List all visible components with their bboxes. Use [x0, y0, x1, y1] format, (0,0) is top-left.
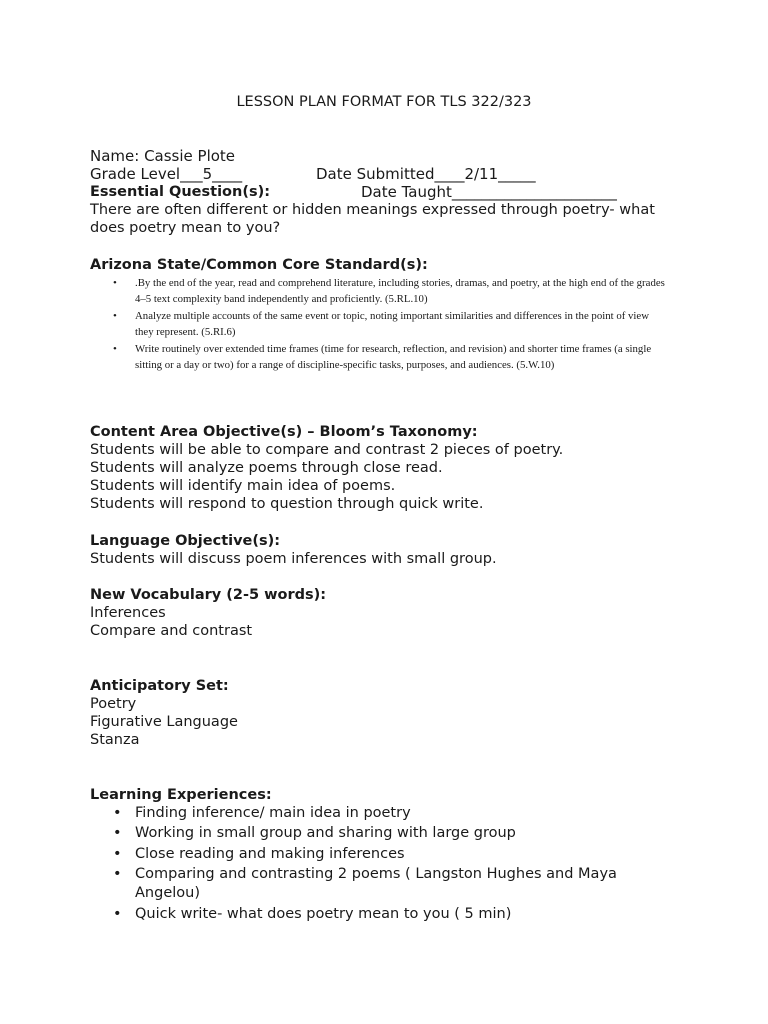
learning-experiences-section	[90, 786, 690, 804]
vocabulary-word: Compare and contrast	[90, 623, 253, 639]
standards-heading: Arizona State/Common Core Standard(s):	[90, 257, 428, 273]
learning-experience-item: • Quick write- what does poetry mean to you ( 5 min)	[113, 905, 673, 924]
language-objectives-heading: Language Objective(s):	[90, 533, 281, 549]
anticipatory-set-heading: Anticipatory Set:	[90, 678, 229, 694]
essential-question-line: does poetry mean to you?	[90, 220, 281, 236]
vocabulary-section	[90, 586, 690, 640]
content-objectives-heading: Content Area Objective(s) – Bloom’s Taxonomy:	[90, 424, 478, 440]
language-objectives-section	[90, 532, 690, 568]
vocabulary-word: Inferences	[90, 605, 166, 621]
content-objective-line: Students will be able to compare and contrast 2 pieces of poetry.	[90, 442, 564, 458]
learning-experience-item: • Comparing and contrasting 2 poems ( Langston Hughes and Maya Angelou)	[113, 865, 673, 903]
language-objective-line: Students will discuss poem inferences with small group.	[90, 551, 497, 567]
teacher-name: Name: Cassie Plote	[90, 147, 236, 165]
anticipatory-set-item: Stanza	[90, 732, 140, 748]
standards-list	[113, 275, 668, 374]
standard-item: • .By the end of the year, read and comprehend literature, including stories, dramas, and poetry, at the high end of the grades 4–5 text complexity band independently and proficiently. (5.RL.10)	[113, 275, 668, 307]
content-objective-line: Students will identify main idea of poems.	[90, 478, 396, 494]
learning-experiences-heading: Learning Experiences:	[90, 787, 272, 803]
anticipatory-set-item: Poetry	[90, 696, 137, 712]
date-taught: Date Taught______________________	[361, 183, 617, 201]
standard-item: • Analyze multiple accounts of the same event or topic, noting important similarities and differences in the point of view they represent. (5.RI.6)	[113, 308, 668, 340]
learning-experience-item: • Finding inference/ main idea in poetry	[113, 804, 673, 823]
standard-item: • Write routinely over extended time frames (time for research, reflection, and revision) and shorter time frames (a single sitting or a day or two) for a range of discipline-specific tasks, purposes, and audiences. (5.W.10)	[113, 341, 668, 373]
learning-experience-item: • Close reading and making inferences	[113, 845, 673, 864]
vocabulary-heading: New Vocabulary (2-5 words):	[90, 587, 327, 603]
content-objectives-section	[90, 423, 690, 513]
essential-question-line: There are often different or hidden meanings expressed through poetry- what	[90, 202, 655, 218]
learning-experiences-list	[113, 804, 673, 925]
anticipatory-set-item: Figurative Language	[90, 714, 238, 730]
content-objective-line: Students will analyze poems through close read.	[90, 460, 443, 476]
content-objective-line: Students will respond to question through quick write.	[90, 496, 484, 512]
essential-question-section	[90, 183, 690, 237]
essential-question-heading: Essential Question(s):	[90, 184, 271, 200]
document-title: LESSON PLAN FORMAT FOR TLS 322/323	[236, 94, 532, 110]
date-submitted: Date Submitted____2/11_____	[316, 165, 536, 183]
grade-level: Grade Level___5____	[90, 165, 243, 183]
standards-section	[90, 256, 690, 274]
learning-experience-item: • Working in small group and sharing with large group	[113, 824, 673, 843]
anticipatory-set-section	[90, 677, 690, 749]
